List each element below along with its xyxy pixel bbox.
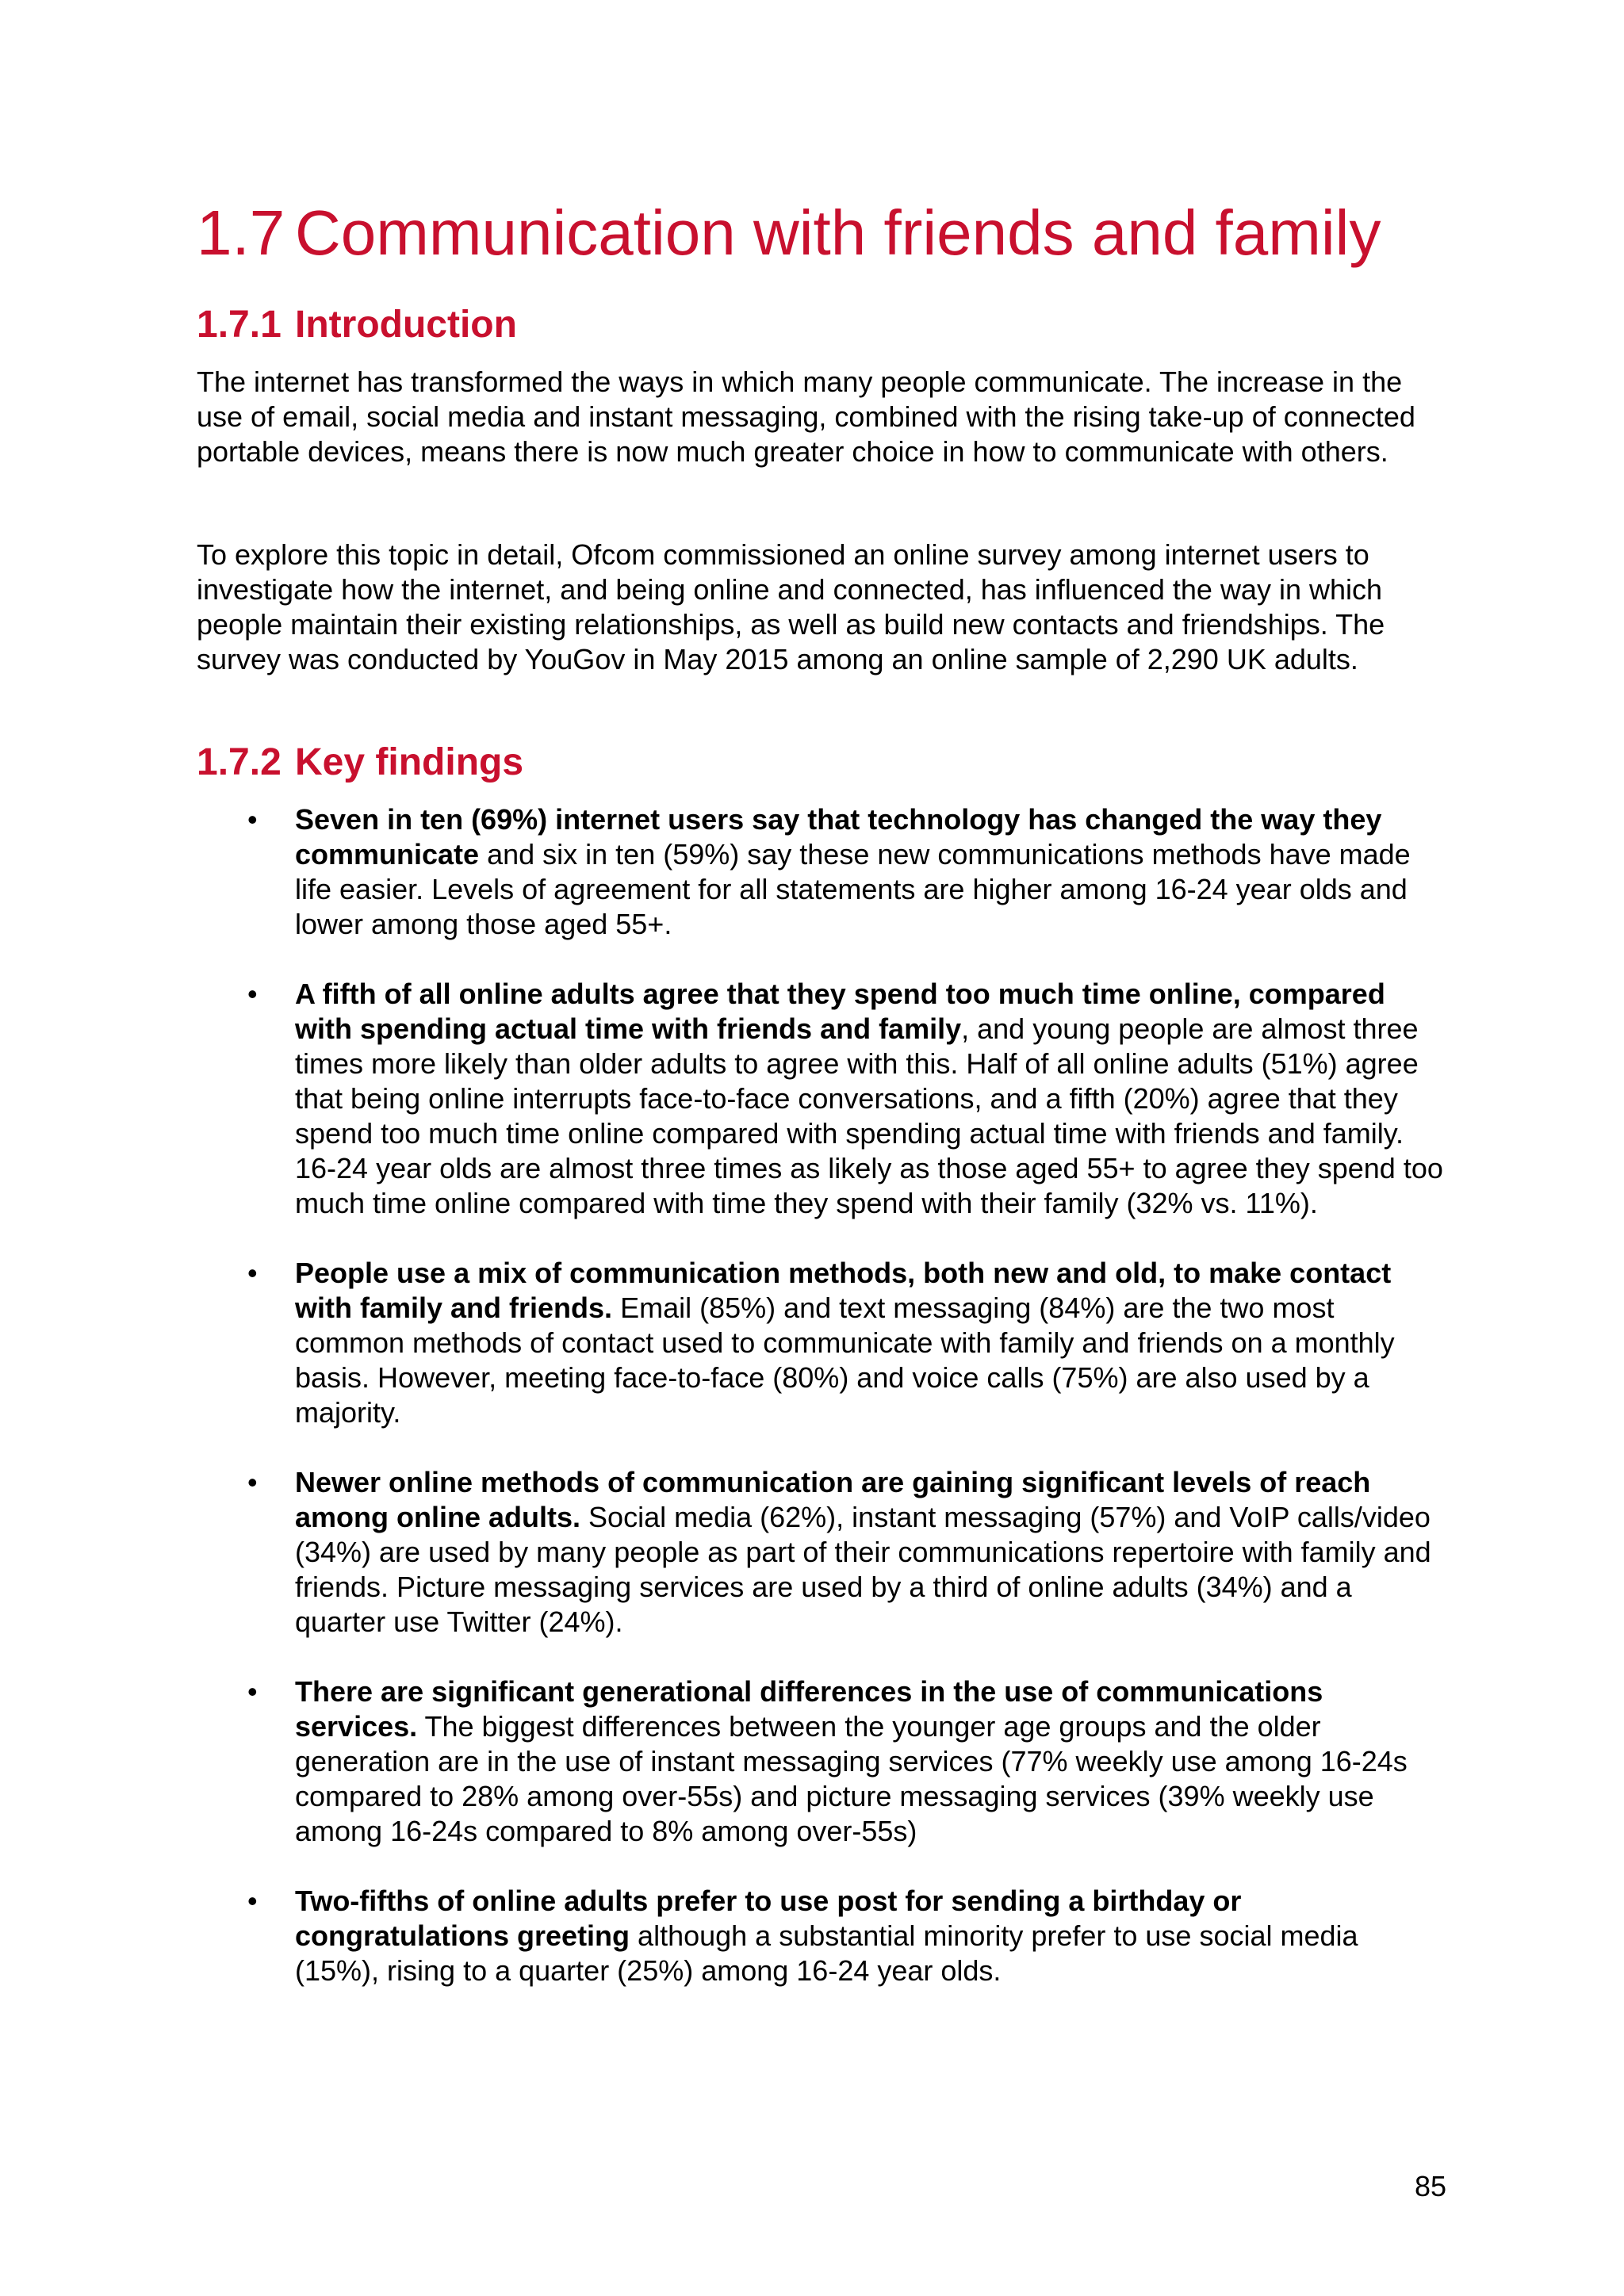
section-title: Key findings bbox=[295, 741, 524, 783]
finding-lead: Newer online methods of communication are gaining significant levels of reach among online adults. bbox=[295, 1466, 1371, 1533]
bullet-icon: • bbox=[247, 1257, 258, 1289]
finding-text: and six in ten (59%) say these new communications methods have made life easier. Levels of agreement for all statements are higher among 16-24 year olds and lower among those aged 55+. bbox=[295, 838, 1411, 940]
section-title: Introduction bbox=[295, 304, 517, 346]
list-item bbox=[197, 1465, 1450, 1640]
list-item bbox=[197, 1884, 1450, 1988]
finding-lead: People use a mix of communication methods, both new and old, to make contact with family and friends. bbox=[295, 1257, 1392, 1324]
intro-paragraph-1: The internet has transformed the ways in which many people communicate. The increase in the use of email, social media and instant messaging, combined with the rising take-up of connected portable devices, means there is now much greater choice in how to communicate with others. bbox=[197, 365, 1415, 468]
finding-lead: A fifth of all online adults agree that they spend too much time online, compared with spending actual time with friends and family bbox=[295, 978, 1385, 1045]
bullet-icon: • bbox=[247, 803, 258, 836]
finding-text: Social media (62%), instant messaging (57%) and VoIP calls/video (34%) are used by many people as part of their communications repertoire with family and friends. Picture messaging services are used by a third of online adults (34%) and a quarter use Twitter (24%). bbox=[295, 1501, 1431, 1638]
section-heading-key-findings bbox=[197, 739, 523, 786]
finding-text: The biggest differences between the younger age groups and the older generation are in the use of instant messaging services (77% weekly use among 16-24s compared to 28% among over-55s) and picture messaging services (39% weekly use among 16-24s compared to 8% among over-55s) bbox=[295, 1710, 1408, 1847]
page-number: 85 bbox=[1414, 2170, 1446, 2202]
finding-lead: There are significant generational differences in the use of communications services. bbox=[295, 1675, 1323, 1743]
section-number: 1.7.1 bbox=[197, 304, 282, 346]
list-item bbox=[197, 1256, 1450, 1430]
bullet-icon: • bbox=[247, 1675, 258, 1708]
finding-text: although a substantial minority prefer to use social media (15%), rising to a quarter (25%) among 16-24 year olds. bbox=[295, 1919, 1358, 1987]
bullet-icon: • bbox=[247, 1885, 258, 1917]
chapter-title-text: Communication with friends and family bbox=[295, 197, 1381, 268]
key-findings-list bbox=[197, 802, 1450, 2023]
list-item bbox=[197, 977, 1450, 1221]
list-item bbox=[197, 1674, 1450, 1849]
finding-lead: Two-fifths of online adults prefer to use post for sending a birthday or congratulations greeting bbox=[295, 1885, 1242, 1952]
chapter-title bbox=[197, 193, 1381, 273]
list-item bbox=[197, 802, 1450, 942]
finding-lead: Seven in ten (69%) internet users say that technology has changed the way they communicate bbox=[295, 803, 1382, 871]
bullet-icon: • bbox=[247, 1466, 258, 1498]
finding-text: Email (85%) and text messaging (84%) are the two most common methods of contact used to communicate with family and friends on a monthly basis. However, meeting face-to-face (80%) and voice calls (75%) are also used by a majority. bbox=[295, 1292, 1395, 1429]
bullet-icon: • bbox=[247, 978, 258, 1010]
chapter-number: 1.7 bbox=[197, 197, 285, 268]
intro-paragraph-2: To explore this topic in detail, Ofcom commissioned an online survey among internet users to investigate how the internet, and being online and connected, has influenced the way in which people maintain their existing relationships, as well as build new contacts and friendships. The survey was conducted by YouGov in May 2015 among an online sample of 2,290 UK adults. bbox=[197, 538, 1385, 675]
finding-text: , and young people are almost three times more likely than older adults to agree with this. Half of all online adults (51%) agree that being online interrupts face-to-face conversations, and a fifth (20%) agree that they spend too much time online compared with spending actual time with friends and family. 16-24 year olds are almost three times as likely as those aged 55+ to agree they spend too much time online compared with time they spend with their family (32% vs. 11%). bbox=[295, 1012, 1443, 1219]
section-heading-introduction bbox=[197, 301, 517, 349]
section-number: 1.7.2 bbox=[197, 741, 282, 783]
